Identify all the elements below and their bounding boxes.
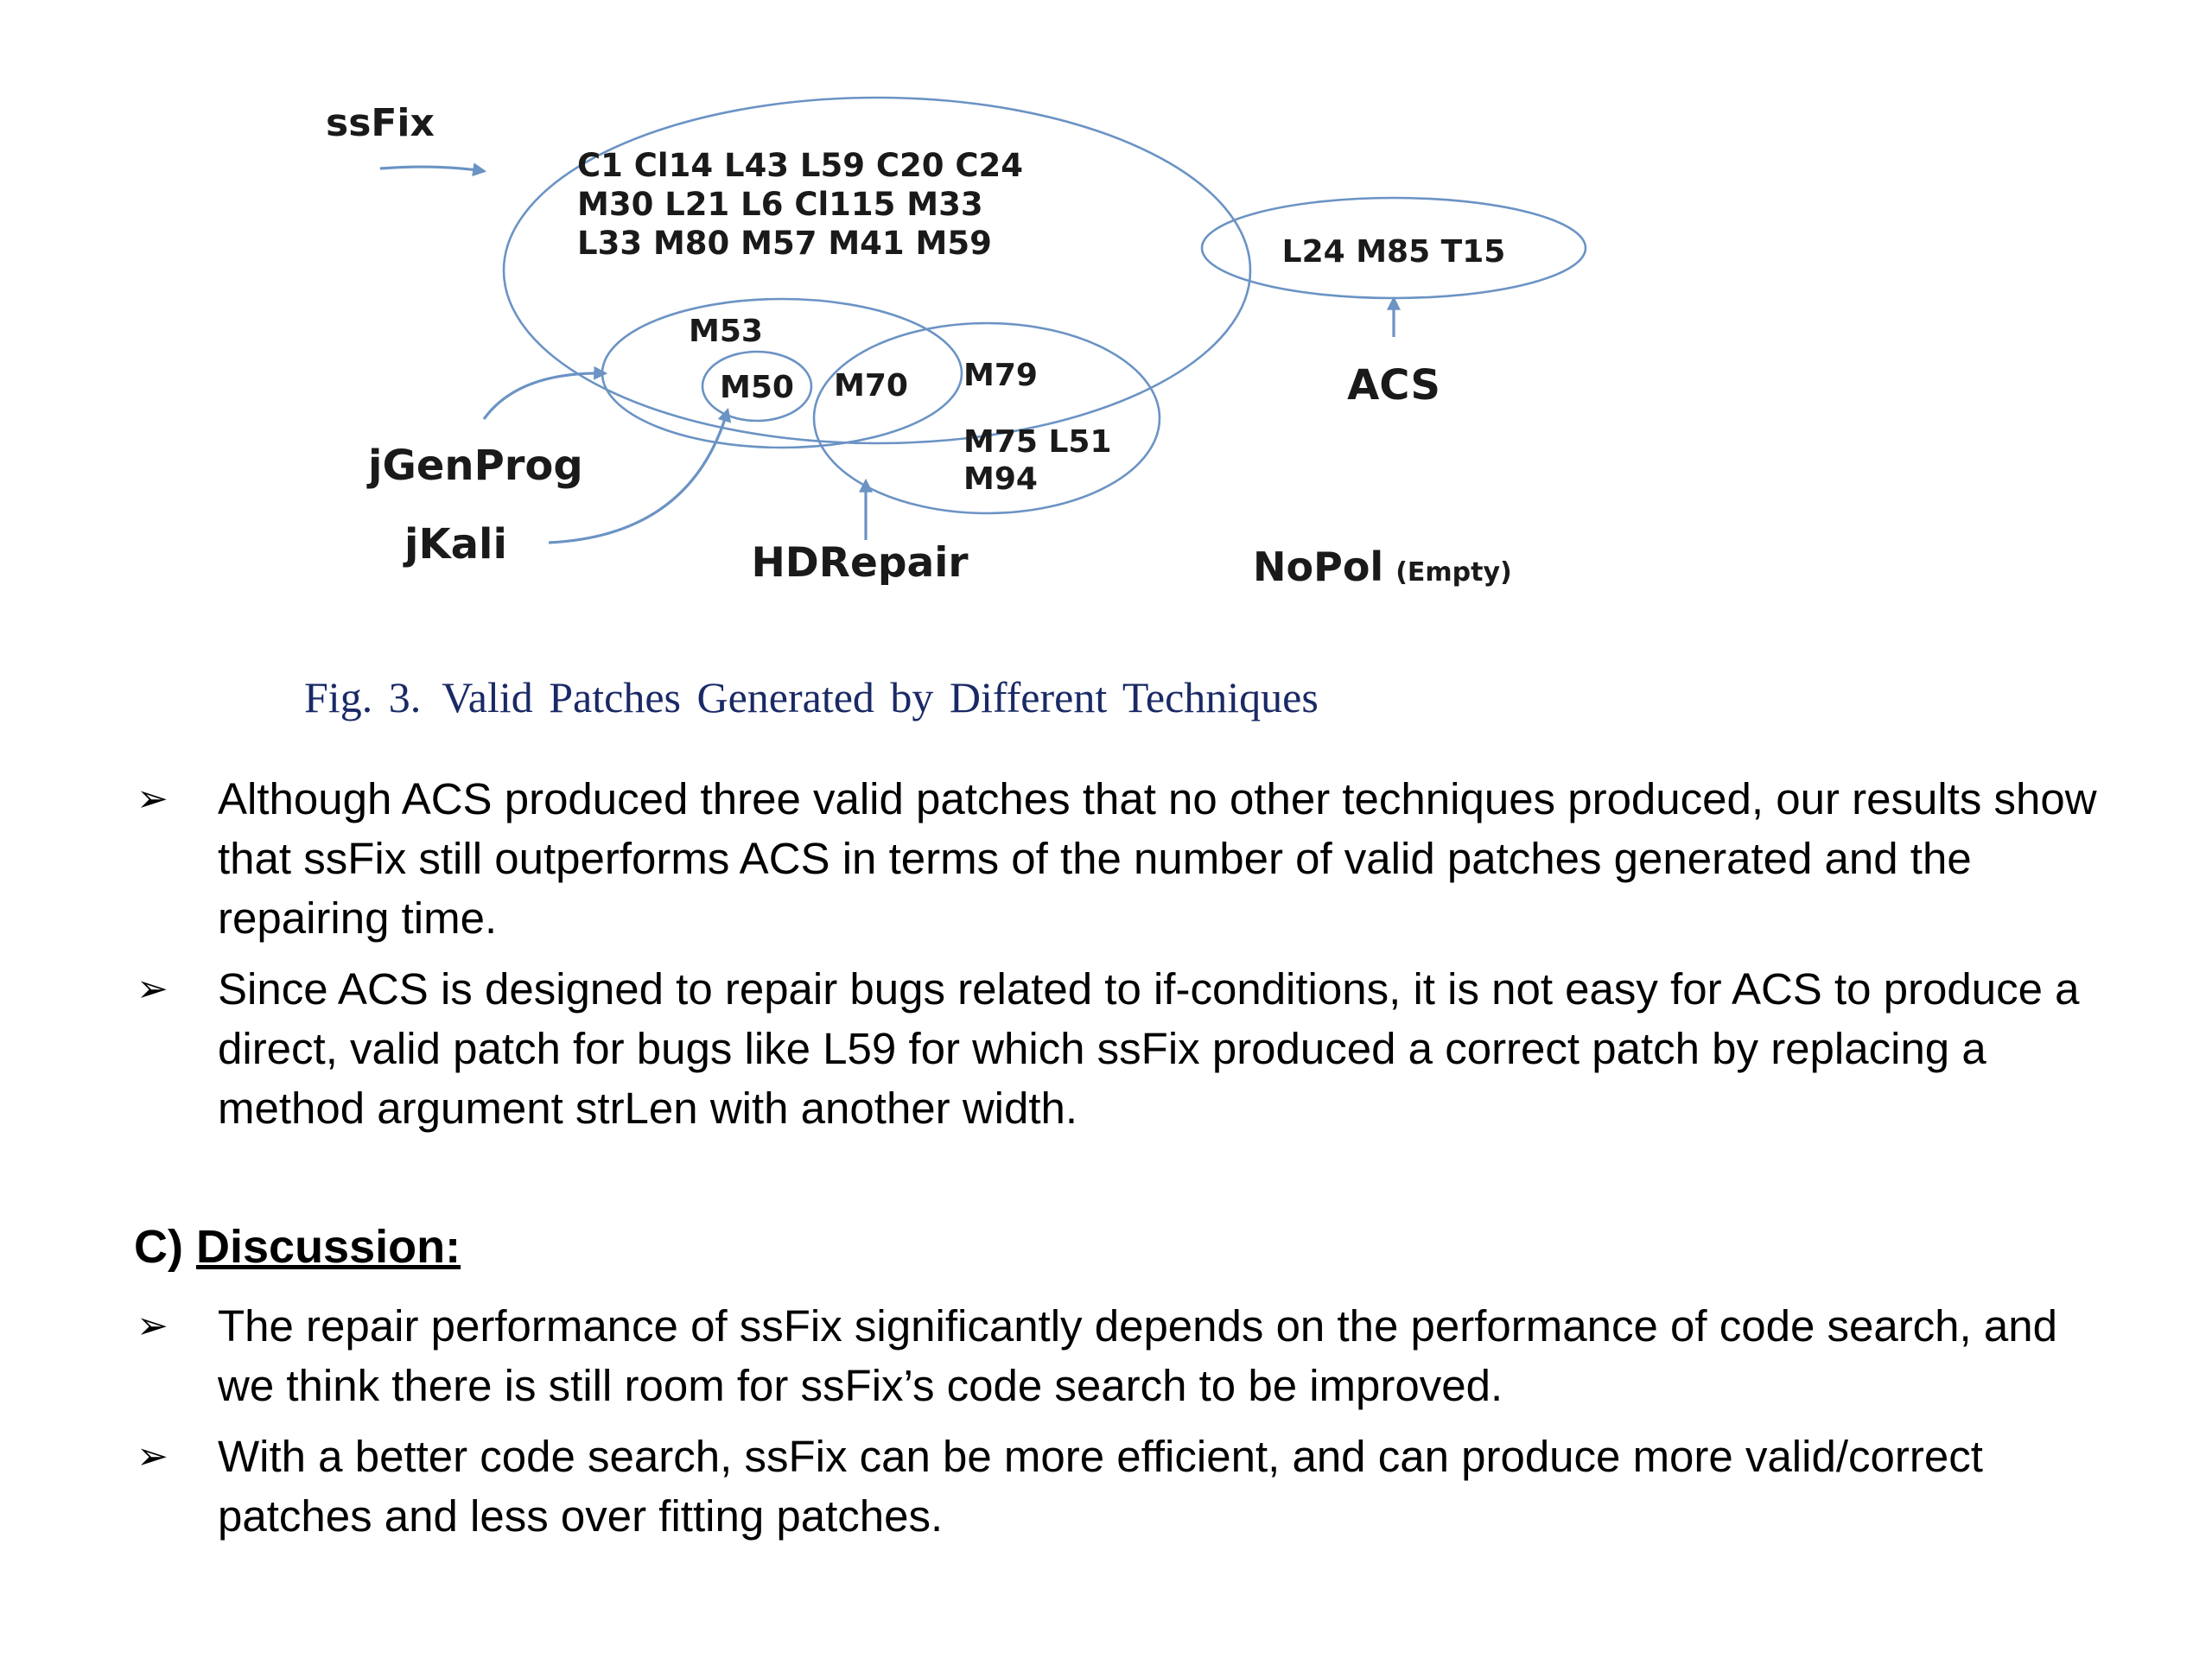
figure-caption-text: Valid Patches Generated by Different Techniques xyxy=(442,673,1319,721)
bullet-text: With a better code search, ssFix can be more efficient, and can produce more valid/correct patches and less over fitting patches. xyxy=(218,1432,1983,1541)
acs-bugs: L24 M85 T15 xyxy=(1281,234,1506,270)
ssfix-bugs-line-3: L33 M80 M57 M41 M59 xyxy=(577,225,992,262)
section-title: Discussion: xyxy=(196,1221,461,1273)
bullet-arrow-icon: ➢ xyxy=(137,777,168,821)
hdrepair-label: HDRepair xyxy=(751,539,969,587)
jgenprog-hdrepair-overlap-bugs: M70 xyxy=(834,368,908,404)
list-item xyxy=(130,769,2108,948)
bullet-text: The repair performance of ssFix significantly depends on the performance of code search, and we think there is still room for ssFix’s code search to be improved. xyxy=(218,1301,2057,1410)
nopol-name: NoPol xyxy=(1253,543,1384,590)
venn-diagram xyxy=(0,0,2212,657)
figure-caption xyxy=(304,672,1319,722)
ssfix-bugs-line-2: M30 L21 L6 Cl115 M33 xyxy=(577,186,983,223)
list-item xyxy=(130,1427,2108,1546)
list-item xyxy=(130,959,2108,1138)
bullet-text: Although ACS produced three valid patches that no other techniques produced, our results show that ssFix still outperforms ACS in terms of the number of valid patches generated and the repairing time. xyxy=(218,774,2097,943)
bullet-text: Since ACS is designed to repair bugs related to if-conditions, it is not easy for ACS to produce a direct, valid patch for bugs like L59 for which ssFix produced a correct patch by replacing a method argument strLen with another width. xyxy=(218,964,2080,1133)
jkali-label: jKali xyxy=(404,520,507,569)
acs-label: ACS xyxy=(1347,361,1440,410)
ssfix-arrow xyxy=(380,167,484,171)
nopol-label xyxy=(1253,543,1512,590)
bullet-arrow-icon: ➢ xyxy=(137,1304,168,1348)
figure-number: Fig. 3. xyxy=(304,673,422,721)
section-prefix: C) xyxy=(134,1221,183,1273)
bullet-arrow-icon: ➢ xyxy=(137,967,168,1011)
section-heading xyxy=(134,1220,461,1274)
hdrepair-bugs-b-line-1: M75 L51 xyxy=(963,424,1112,460)
ssfix-label: ssFix xyxy=(326,101,435,145)
bullet-arrow-icon: ➢ xyxy=(137,1434,168,1478)
discussion-bullet-list xyxy=(130,1296,2108,1557)
ssfix-bugs-line-1: C1 Cl14 L43 L59 C20 C24 xyxy=(577,147,1024,184)
jkali-bugs: M50 xyxy=(720,370,794,405)
jgenprog-bugs: M53 xyxy=(689,314,763,349)
jgenprog-label: jGenProg xyxy=(368,442,583,490)
hdrepair-bugs-a: M79 xyxy=(963,358,1038,393)
nopol-empty-note: (Empty) xyxy=(1395,557,1512,588)
results-bullet-list xyxy=(130,769,2108,1149)
list-item xyxy=(130,1296,2108,1415)
hdrepair-bugs-b-line-2: M94 xyxy=(963,461,1038,497)
